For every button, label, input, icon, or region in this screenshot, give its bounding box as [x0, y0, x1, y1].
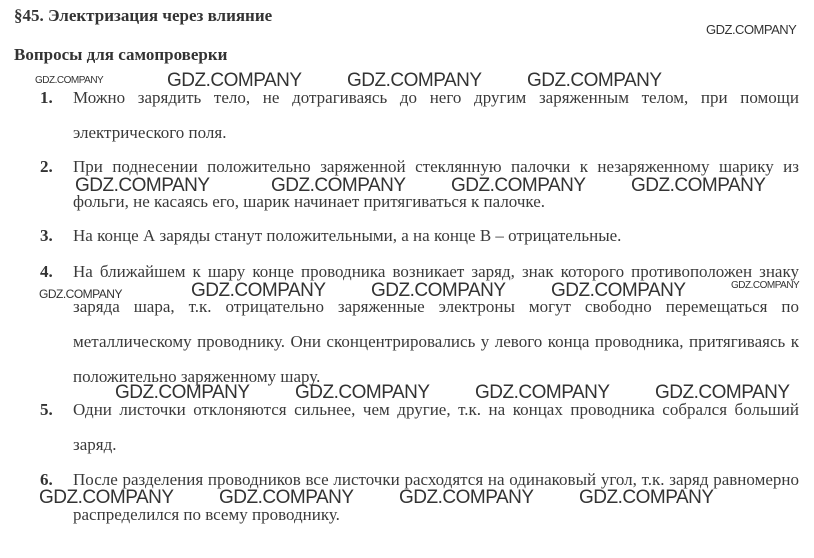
watermark: GDZ.COMPANY	[399, 487, 534, 508]
watermark: GDZ.COMPANY	[295, 382, 430, 403]
watermark: GDZ.COMPANY	[579, 487, 714, 508]
watermark: GDZ.COMPANY	[219, 487, 354, 508]
watermark: GDZ.COMPANY	[706, 22, 797, 37]
answer-number: 3.	[40, 226, 53, 245]
watermark: GDZ.COMPANY	[75, 175, 210, 196]
answer-number: 4.	[40, 262, 53, 281]
watermark: GDZ.COMPANY	[167, 70, 302, 91]
watermark: GDZ.COMPANY	[347, 70, 482, 91]
watermark: GDZ.COMPANY	[527, 70, 662, 91]
watermark: GDZ.COMPANY	[451, 175, 586, 196]
watermark: GDZ.COMPANY	[655, 382, 790, 403]
answer-number: 2.	[40, 157, 53, 176]
watermark: GDZ.COMPANY	[631, 175, 766, 196]
watermark: GDZ.COMPANY	[551, 280, 686, 301]
watermark: GDZ.COMPANY	[39, 487, 174, 508]
watermark: GDZ.COMPANY	[475, 382, 610, 403]
page-title: §45. Электризация через влияние	[14, 6, 273, 25]
watermark: GDZ.COMPANY	[191, 280, 326, 301]
section-subtitle: Вопросы для самопроверки	[14, 45, 228, 64]
answer-text: Можно зарядить тело, не дотрагиваясь до него другим заряженным телом, при помощи электрического поля.	[73, 88, 799, 142]
answer-text: После разделения проводников все листочки расходятся на одинаковый угол, т.к. заряд равномерно распределился по всему проводнику.	[73, 470, 799, 524]
answer-number: 6.	[40, 470, 53, 489]
watermark: GDZ.COMPANY	[271, 175, 406, 196]
answer-text: На ближайшем к шару конце проводника возникает заряд, знак которого противоположен знаку заряда шара, т.к. отрицательно заряженные электроны могут свободно перемещаться по металлическому проводнику. Они сконцентрировались у левого конца проводника, притягиваясь к положительно заряженному шару.	[73, 262, 799, 386]
watermark: GDZ.COMPANY	[731, 280, 800, 291]
answer-text: Одни листочки отклоняются сильнее, чем другие, т.к. на концах проводника собрался больший заряд.	[73, 400, 799, 454]
answer-text: На конце А заряды станут положительными, а на конце В – отрицательные.	[73, 226, 622, 245]
answer-number: 5.	[40, 400, 53, 419]
answer-number: 1.	[40, 88, 53, 107]
answer-text: При поднесении положительно заряженной стеклянную палочки к незаряженному шарику из фольги, не касаясь его, шарик начинает притягиваться к палочке.	[73, 157, 799, 211]
watermark: GDZ.COMPANY	[115, 382, 250, 403]
watermark: GDZ.COMPANY	[35, 75, 104, 86]
watermark: GDZ.COMPANY	[371, 280, 506, 301]
watermark: GDZ.COMPANY	[39, 287, 122, 301]
